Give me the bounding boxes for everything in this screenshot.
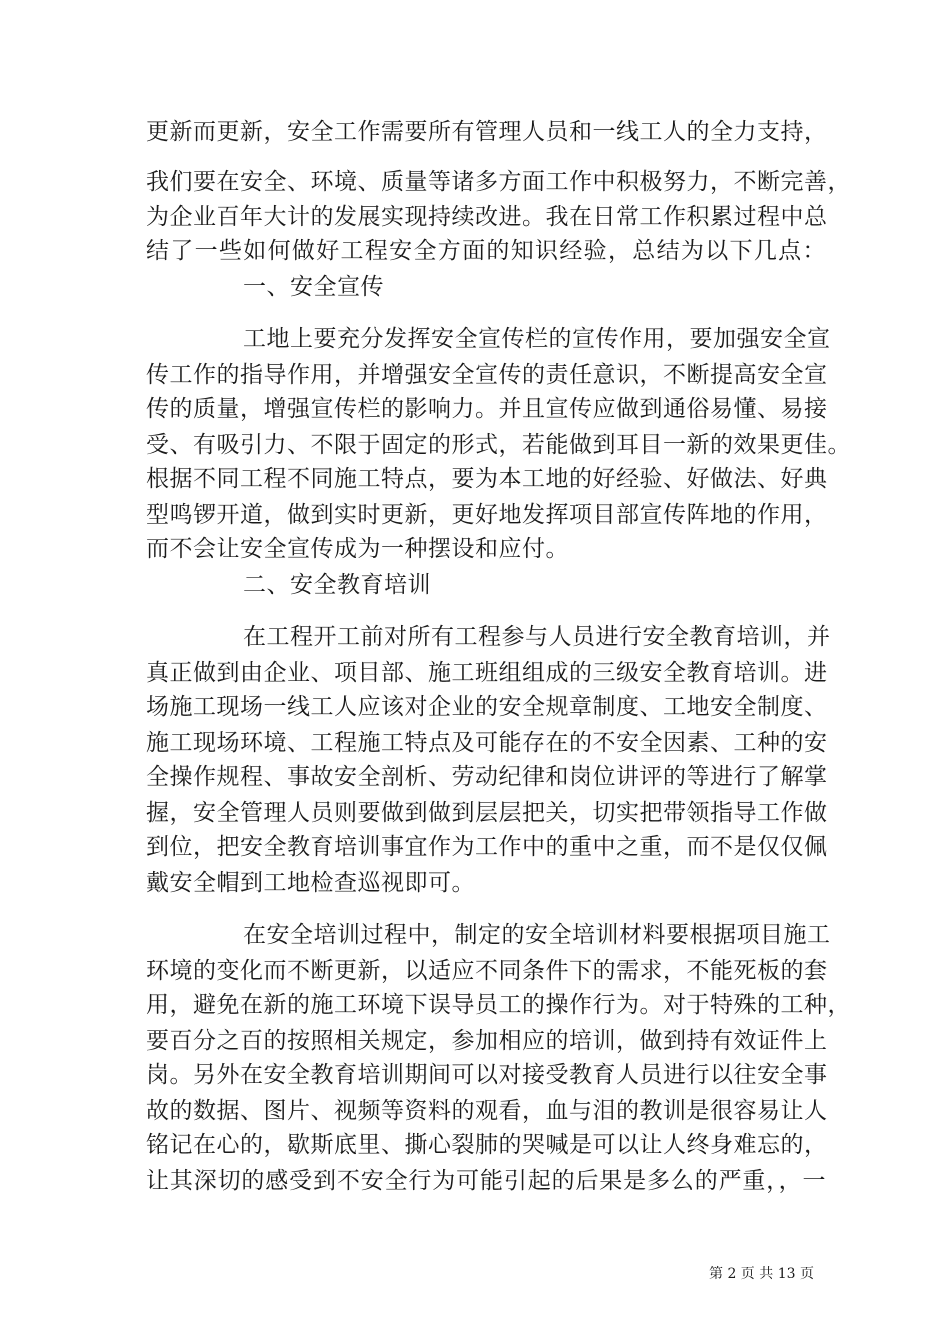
- paragraph-line: 全操作规程、事故安全剖析、劳动纪律和岗位讲评的等进行了解掌: [146, 764, 828, 790]
- paragraph-line: 在安全培训过程中，制定的安全培训材料要根据项目施工: [243, 922, 831, 948]
- paragraph-line: 用，避免在新的施工环境下误导员工的操作行为。对于特殊的工种，: [146, 992, 851, 1018]
- paragraph-line: 场施工现场一线工人应该对企业的安全规章制度、工地安全制度、: [146, 694, 828, 720]
- paragraph-line: 结了一些如何做好工程安全方面的知识经验，总结为以下几点：: [146, 238, 826, 264]
- page-footer: 第 2 页 共 13 页: [709, 1266, 814, 1282]
- paragraph-line: 故的数据、图片、视频等资料的观看，血与泪的教训是很容易让人: [146, 1098, 828, 1124]
- paragraph-line: 受、有吸引力、不限于固定的形式，若能做到耳目一新的效果更佳。: [146, 432, 851, 458]
- paragraph-line: 戴安全帽到工地检查巡视即可。: [146, 870, 475, 896]
- paragraph-line: 在工程开工前对所有工程参与人员进行安全教育培训，并: [243, 624, 831, 650]
- paragraph-line: 要百分之百的按照相关规定，参加相应的培训，做到持有效证件上: [146, 1028, 828, 1054]
- paragraph-line: 根据不同工程不同施工特点，要为本工地的好经验、好做法、好典: [146, 466, 828, 492]
- section-heading: 二、安全教育培训: [243, 572, 431, 598]
- paragraph-line: 传工作的指导作用，并增强安全宣传的责任意识，不断提高安全宣: [146, 362, 828, 388]
- paragraph-line: 工地上要充分发挥安全宣传栏的宣传作用，要加强安全宣: [243, 326, 831, 352]
- section-heading: 一、安全宣传: [243, 274, 384, 300]
- paragraph-line: 施工现场环境、工程施工特点及可能存在的不安全因素、工种的安: [146, 730, 828, 756]
- paragraph-line: 岗。另外在安全教育培训期间可以对接受教育人员进行以往安全事: [146, 1062, 828, 1088]
- paragraph-line: 握，安全管理人员则要做到做到层层把关，切实把带领指导工作做: [146, 800, 828, 826]
- paragraph-line: 而不会让安全宣传成为一种摆设和应付。: [146, 536, 569, 562]
- paragraph-line: 让其深切的感受到不安全行为可能引起的后果是多么的严重，，一: [146, 1168, 826, 1194]
- paragraph-line: 环境的变化而不断更新，以适应不同条件下的需求，不能死板的套: [146, 958, 828, 984]
- paragraph-line: 更新而更新，安全工作需要所有管理人员和一线工人的全力支持，: [146, 119, 828, 145]
- paragraph-line: 型鸣锣开道，做到实时更新，更好地发挥项目部宣传阵地的作用，: [146, 502, 828, 528]
- paragraph-line: 为企业百年大计的发展实现持续改进。我在日常工作积累过程中总: [146, 204, 828, 230]
- paragraph-line: 到位，把安全教育培训事宜作为工作中的重中之重，而不是仅仅佩: [146, 834, 828, 860]
- paragraph-line: 我们要在安全、环境、质量等诸多方面工作中积极努力，不断完善，: [146, 169, 851, 195]
- paragraph-line: 真正做到由企业、项目部、施工班组组成的三级安全教育培训。进: [146, 660, 828, 686]
- paragraph-line: 铭记在心的，歇斯底里、撕心裂肺的哭喊是可以让人终身难忘的，: [146, 1132, 828, 1158]
- paragraph-line: 传的质量，增强宣传栏的影响力。并且宣传应做到通俗易懂、易接: [146, 396, 828, 422]
